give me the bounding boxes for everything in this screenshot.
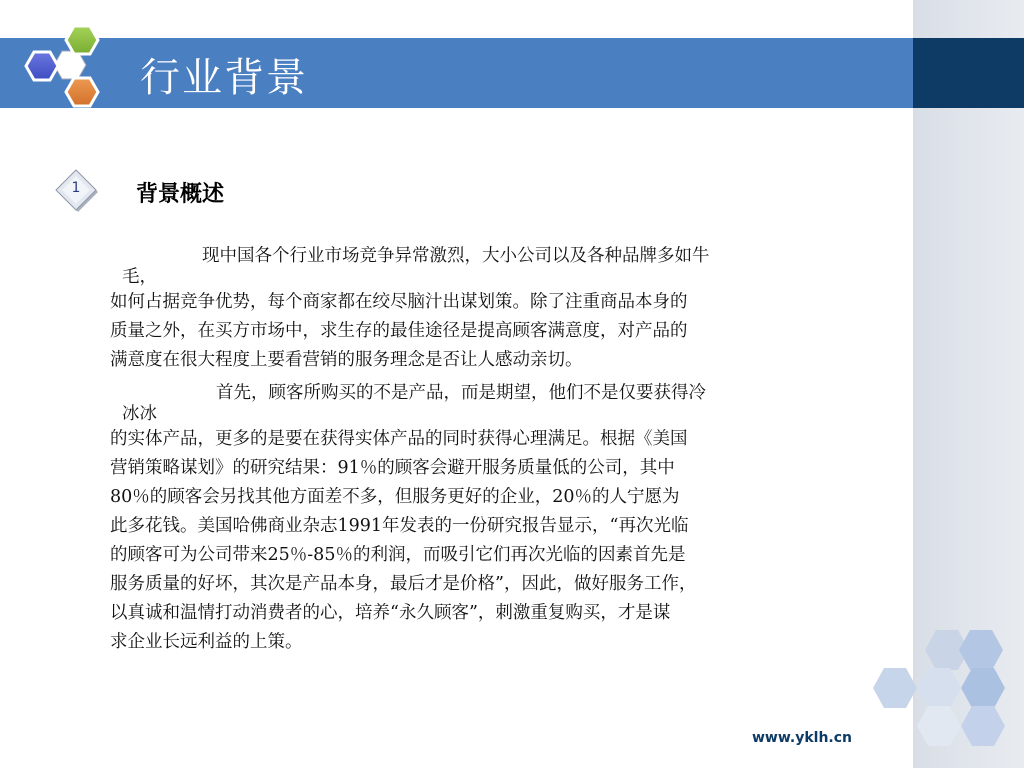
text-line: 的实体产品，更多的是要在获得实体产品的同时获得心理满足。根据《美国	[110, 429, 688, 449]
text-line: 如何占据竞争优势，每个商家都在绞尽脑汁出谋划策。除了注重商品本身的	[110, 292, 688, 312]
text-line: 质量之外，在买方市场中，求生存的最佳途径是提高顾客满意度，对产品的	[110, 321, 688, 341]
text-line: 现中国各个行业市场竞争异常激烈，大小公司以及各种品牌多如牛	[202, 246, 710, 266]
text-line: 毛，	[122, 267, 157, 287]
text-line: 求企业长远利益的上策。	[110, 632, 303, 652]
text-line: 80％的顾客会另找其他方面差不多，但服务更好的企业，20％的人宁愿为	[110, 487, 680, 507]
text-line: 冰冰	[122, 404, 157, 424]
text-line: 此多花钱。美国哈佛商业杂志1991年发表的一份研究报告显示，“再次光临	[110, 516, 689, 536]
body-text	[110, 242, 890, 657]
section-title: 背景概述	[136, 182, 225, 207]
text-line: 服务质量的好坏，其次是产品本身，最后才是价格”，因此，做好服务工作，	[110, 574, 697, 594]
footer-url-link[interactable]: www.yklh.cn	[752, 730, 853, 746]
text-line: 以真诚和温情打动消费者的心，培养“永久顾客”，刺激重复购买，才是谋	[110, 603, 671, 623]
text-line: 营销策略谋划》的研究结果：91％的顾客会避开服务质量低的公司，其中	[110, 458, 675, 478]
section-number: 1	[71, 180, 81, 196]
title-bar	[0, 38, 913, 108]
decorative-hexagons-icon	[850, 620, 1024, 768]
hexagon-logo-icon	[10, 20, 120, 130]
text-line: 的顾客可为公司带来25％-85％的利润，而吸引它们再次光临的因素首先是	[110, 545, 686, 565]
text-line: 首先，顾客所购买的不是产品，而是期望，他们不是仅要获得冷	[216, 383, 706, 403]
text-line: 满意度在很大程度上要看营销的服务理念是否让人感动亲切。	[110, 350, 583, 370]
title-bar-dark-end	[913, 38, 1024, 108]
page-title: 行业背景	[140, 55, 308, 101]
